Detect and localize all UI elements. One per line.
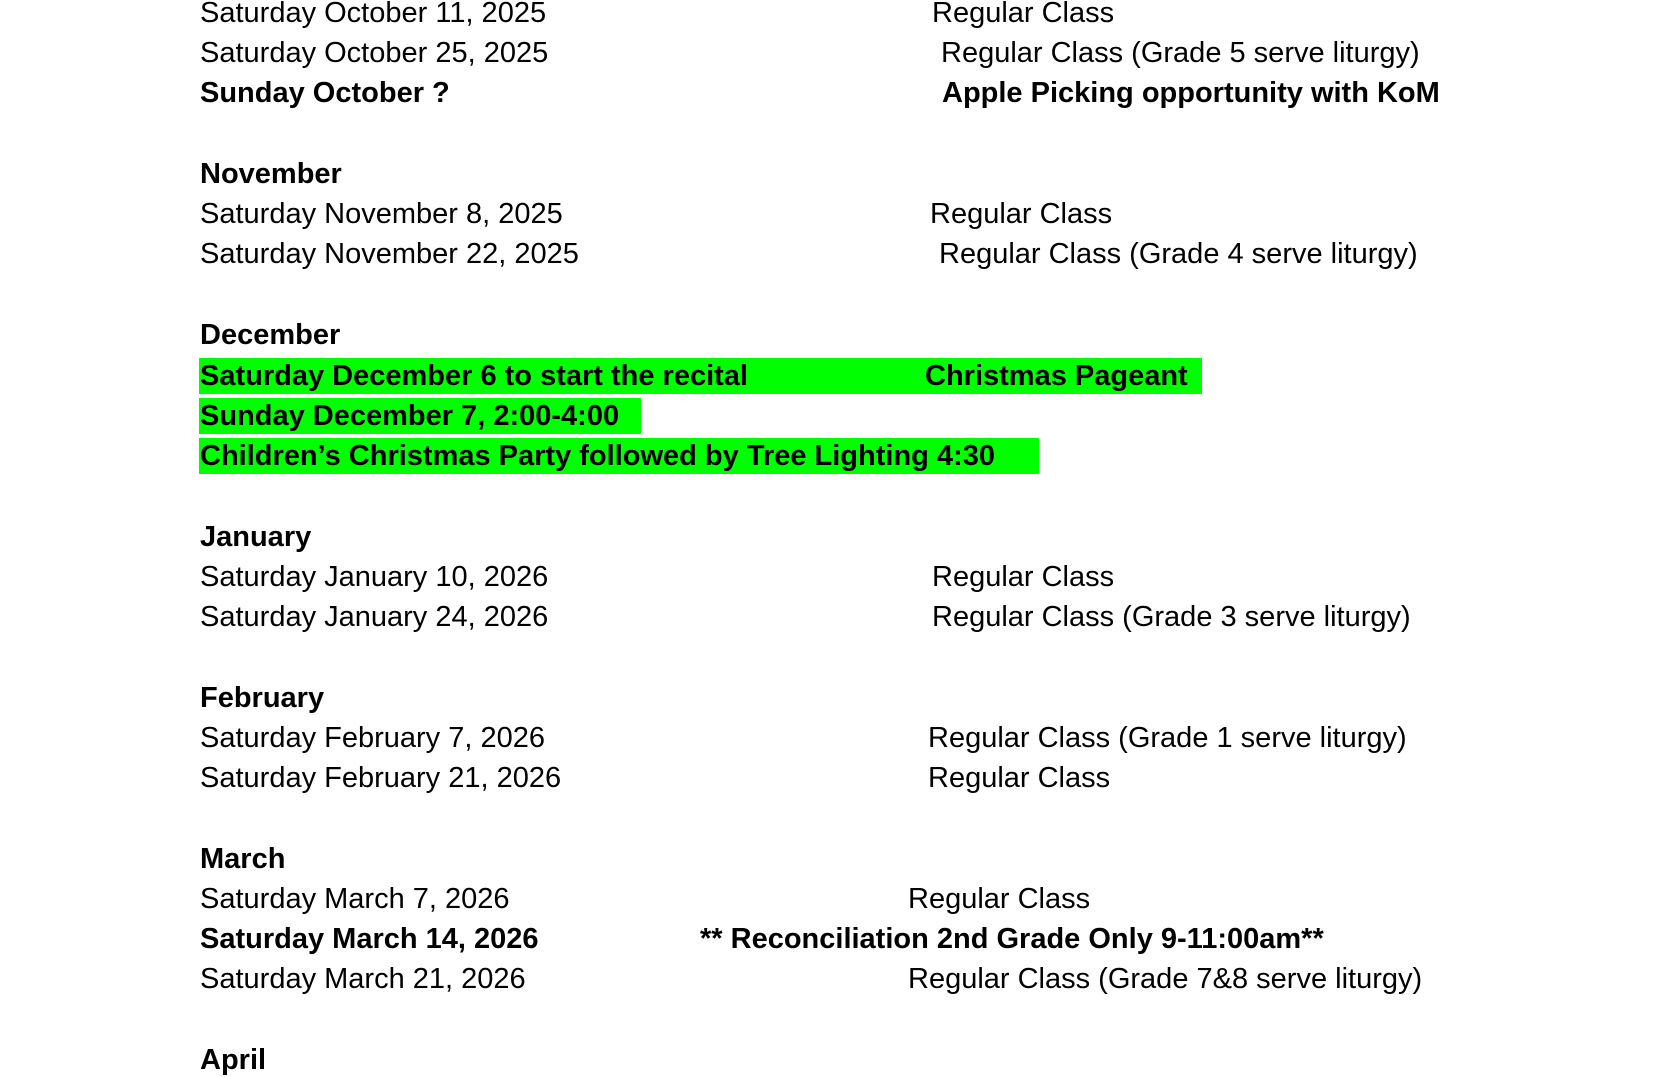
october-row-3-date: Sunday October ? xyxy=(200,77,450,109)
january-row-2-event: Regular Class (Grade 3 serve liturgy) xyxy=(932,601,1411,633)
march-row-3-date: Saturday March 21, 2026 xyxy=(200,963,526,995)
february-row-2-date: Saturday February 21, 2026 xyxy=(200,762,562,794)
november-row-2-date: Saturday November 22, 2025 xyxy=(200,238,579,270)
october-row-3-event: Apple Picking opportunity with KoM xyxy=(942,77,1440,109)
november-row-1-date: Saturday November 8, 2025 xyxy=(200,198,563,230)
february-row-2-event: Regular Class xyxy=(928,762,1111,794)
december-heading: December xyxy=(200,319,341,351)
february-row-1-date: Saturday February 7, 2026 xyxy=(200,722,545,754)
january-row-1-event: Regular Class xyxy=(932,561,1115,593)
october-row-1-date: Saturday October 11, 2025 xyxy=(200,0,547,29)
march-row-3-event: Regular Class (Grade 7&8 serve liturgy) xyxy=(908,963,1423,995)
january-row-1-date: Saturday January 10, 2026 xyxy=(200,561,549,593)
february-heading: February xyxy=(200,682,325,714)
november-heading: November xyxy=(200,158,342,190)
january-heading: January xyxy=(200,521,312,553)
october-row-2-event: Regular Class (Grade 5 serve liturgy) xyxy=(941,37,1420,69)
october-row-2-date: Saturday October 25, 2025 xyxy=(200,37,549,69)
december-row-3-date: Children’s Christmas Party followed by Tree Lighting 4:30 xyxy=(200,440,995,472)
october-row-1-event: Regular Class xyxy=(932,0,1115,29)
february-row-1-event: Regular Class (Grade 1 serve liturgy) xyxy=(928,722,1407,754)
march-row-2-event: ** Reconciliation 2nd Grade Only 9-11:00am** xyxy=(700,923,1324,955)
december-row-1-event: Christmas Pageant xyxy=(925,360,1188,392)
april-heading: April xyxy=(200,1044,267,1076)
january-row-2-date: Saturday January 24, 2026 xyxy=(200,601,549,633)
december-row-1-date: Saturday December 6 to start the recital xyxy=(200,360,748,392)
march-heading: March xyxy=(200,843,286,875)
november-row-1-event: Regular Class xyxy=(930,198,1113,230)
november-row-2-event: Regular Class (Grade 4 serve liturgy) xyxy=(939,238,1418,270)
december-row-2-date: Sunday December 7, 2:00-4:00 xyxy=(200,400,620,432)
march-row-2-date: Saturday March 14, 2026 xyxy=(200,923,539,955)
march-row-1-event: Regular Class xyxy=(908,883,1091,915)
march-row-1-date: Saturday March 7, 2026 xyxy=(200,883,510,915)
